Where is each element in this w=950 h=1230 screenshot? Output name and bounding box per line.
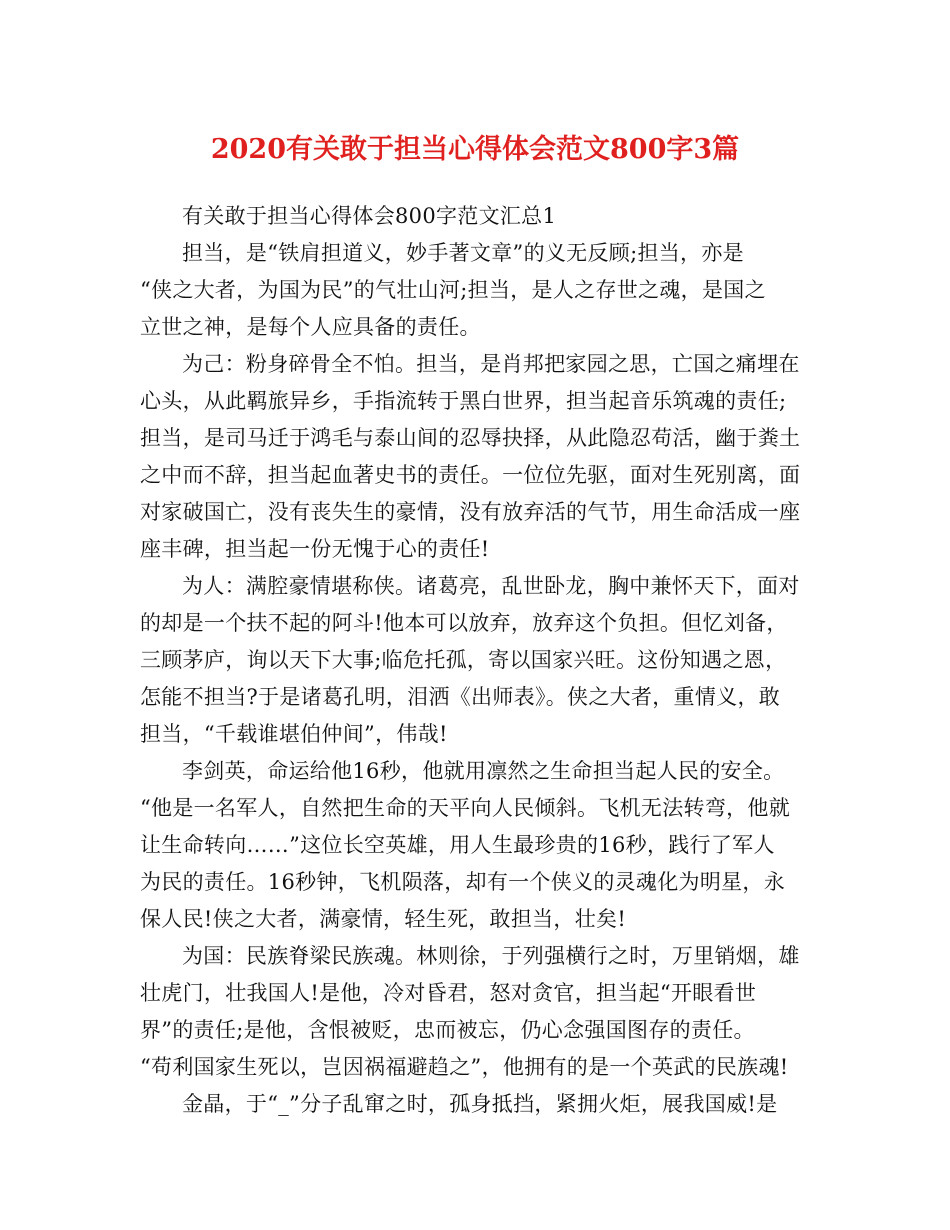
body-line: 立世之神，是每个人应具备的责任。 (140, 315, 481, 339)
body-line: 壮虎门，壮我国人!是他，冷对昏君，怒对贪官，担当起“开眼看世 (140, 981, 757, 1005)
body-line: 怎能不担当?于是诸葛孔明，泪洒《出师表》。侠之大者，重情义，敢 (140, 685, 781, 709)
body-line: “侠之大者，为国为民”的气壮山河;担当，是人之存世之魂，是国之 (140, 278, 766, 302)
body-line: 为民的责任。16秒钟，飞机陨落，却有一个侠义的灵魂化为明星，永 (140, 870, 786, 894)
body-line: 界”的责任;是他，含恨被贬，忠而被忘，仍心念强国图存的责任。 (140, 1018, 755, 1042)
body-line: 对家破国亡，没有丧失生的豪情，没有放弃活的气节，用生命活成一座 (140, 500, 801, 524)
body-line: 为人：满腔豪情堪称侠。诸葛亮，乱世卧龙，胸中兼怀天下，面对 (182, 574, 800, 598)
body-line: 为国：民族脊梁民族魂。林则徐，于列强横行之时，万里销烟，雄 (182, 944, 800, 968)
body-line: 担当，“千载谁堪伯仲间”，伟哉! (140, 722, 448, 746)
body-line: 为己：粉身碎骨全不怕。担当，是肖邦把家园之思，亡国之痛埋在 (182, 352, 800, 376)
body-line: 李剑英，命运给他16秒，他就用凛然之生命担当起人民的安全。 (182, 759, 785, 783)
body-line: 心头，从此羁旅异乡，手指流转于黑白世界，担当起音乐筑魂的责任; (140, 389, 787, 413)
body-line: 保人民!侠之大者，满豪情，轻生死，敢担当，壮矣! (140, 907, 627, 931)
body-line: 担当，是司马迁于鸿毛与泰山间的忍辱抉择，从此隐忍苟活，幽于粪土 (140, 426, 801, 450)
body-line: 担当，是“铁肩担道义，妙手著文章”的义无反顾;担当，亦是 (182, 241, 744, 265)
body-line: 的却是一个扶不起的阿斗!他本可以放弃，放弃这个负担。但忆刘备， (140, 611, 788, 635)
document-title: 2020有关敢于担当心得体会范文800字3篇 (210, 134, 740, 165)
body-line: 让生命转向……”这位长空英雄，用人生最珍贵的16秒，践行了军人 (140, 833, 775, 857)
body-line: 三顾茅庐，询以天下大事;临危托孤，寄以国家兴旺。这份知遇之恩， (140, 648, 787, 672)
document-body (140, 198, 820, 1123)
body-line: 金晶，于“_”分子乱窜之时，孤身抵挡，紧拥火炬，展我国威!是 (182, 1092, 778, 1116)
body-line: 之中而不辞，担当起血著史书的责任。一位位先驱，面对生死别离，面 (140, 463, 801, 487)
body-line: 有关敢于担当心得体会800字范文汇总1 (182, 204, 557, 228)
body-line: 座丰碑，担当起一份无愧于心的责任! (140, 537, 490, 561)
body-line: “苟利国家生死以，岂因祸福避趋之”，他拥有的是一个英武的民族魂! (140, 1055, 789, 1079)
body-line: “他是一名军人，自然把生命的天平向人民倾斜。飞机无法转弯，他就 (140, 796, 791, 820)
